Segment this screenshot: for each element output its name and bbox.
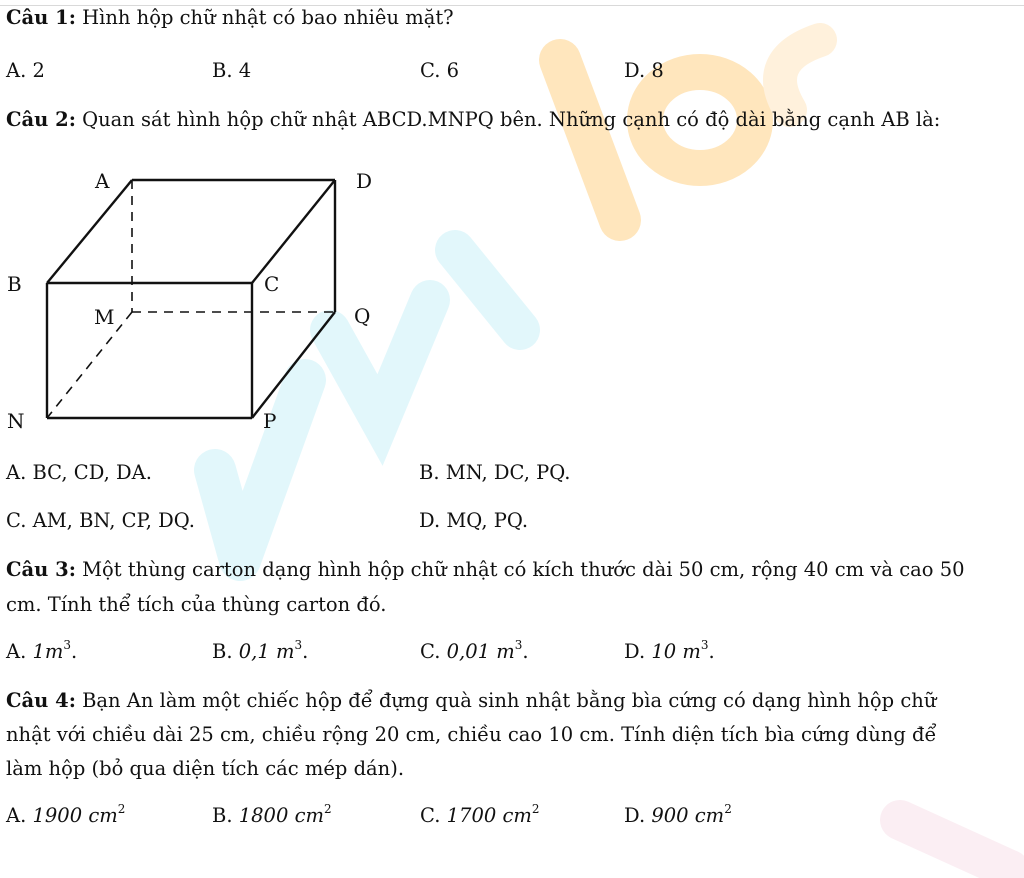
question-1-label: Câu 1:	[6, 6, 76, 29]
question-4-text-line2: nhật với chiều dài 25 cm, chiều rộng 20 cm, chiều cao 10 cm. Tính diện tích bìa cứng dùng để	[6, 723, 937, 746]
question-4	[6, 689, 936, 712]
vertex-label-c: C	[264, 272, 280, 296]
q2-option-a: A. BC, CD, DA.	[6, 461, 152, 484]
q4-option-b: B. 1800 $cm^2$	[212, 802, 332, 827]
q2-option-d: D. MQ, PQ.	[419, 509, 529, 532]
question-2-text: Quan sát hình hộp chữ nhật ABCD.MNPQ bên. Những cạnh có độ dài bằng cạnh AB là:	[75, 108, 941, 131]
watermark-stroke-h	[560, 60, 620, 220]
vertex-label-q: Q	[354, 304, 371, 328]
question-3-text-line2: cm. Tính thể tích của thùng carton đó.	[6, 593, 387, 616]
q2-option-b: B. MN, DC, PQ.	[419, 461, 571, 484]
question-1-text: Hình hộp chữ nhật có bao nhiêu mặt?	[75, 6, 454, 29]
vertex-label-m: M	[94, 305, 115, 329]
question-4-text-line1: Bạn An làm một chiếc hộp để đựng quà sinh nhật bằng bìa cứng có dạng hình hộp chữ	[75, 689, 937, 712]
edge-PQ	[252, 312, 335, 418]
q3-option-d: D. 10 $m^3$.	[624, 638, 715, 663]
watermark-stroke-i	[455, 250, 520, 330]
vertex-label-p: P	[263, 409, 277, 433]
q3-option-b: B. 0,1 $m^3$.	[212, 638, 309, 663]
question-3-text-line1: Một thùng carton dạng hình hộp chữ nhật có kích thước dài 50 cm, rộng 40 cm và cao 50	[75, 558, 965, 581]
question-1	[6, 6, 454, 29]
vertex-label-n: N	[7, 409, 25, 433]
watermark-stroke-c	[780, 40, 820, 110]
vertex-label-b: B	[7, 272, 22, 296]
question-2-label: Câu 2:	[6, 108, 76, 131]
q1-option-c: C. 6	[420, 59, 460, 82]
watermark-faint-bottom	[900, 820, 1010, 870]
edge-MN	[47, 312, 132, 418]
question-4-text-line3: làm hộp (bỏ qua diện tích các mép dán).	[6, 757, 405, 780]
q3-option-a: A. $1m^3$.	[6, 638, 78, 663]
edge-CD	[252, 180, 335, 283]
vertex-label-d: D	[356, 169, 373, 193]
q4-option-a: A. 1900 $cm^2$	[6, 802, 126, 827]
q1-option-a: A. 2	[6, 59, 45, 82]
question-3	[6, 558, 965, 581]
q1-option-d: D. 8	[624, 59, 664, 82]
q1-option-b: B. 4	[212, 59, 252, 82]
q4-option-c: C. 1700 $cm^2$	[420, 802, 540, 827]
question-4-label: Câu 4:	[6, 689, 76, 712]
edge-BA	[47, 180, 132, 283]
question-2	[6, 108, 940, 131]
vertex-label-a: A	[95, 169, 110, 193]
box-figure	[0, 160, 400, 440]
q4-option-d: D. 900 $cm^2$	[624, 802, 732, 827]
q2-option-c: C. AM, BN, CP, DQ.	[6, 509, 195, 532]
question-3-label: Câu 3:	[6, 558, 76, 581]
q3-option-c: C. 0,01 $m^3$.	[420, 638, 529, 663]
